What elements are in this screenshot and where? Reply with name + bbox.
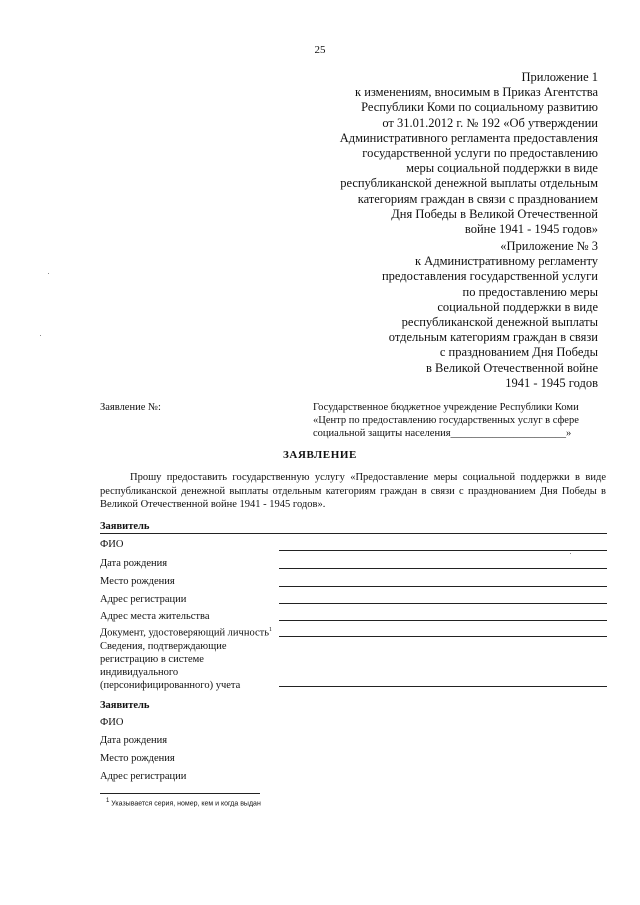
- residence-address-label: Адрес места жительства: [100, 611, 210, 622]
- annex-1-line: от 31.01.2012 г. № 192 «Об утверждении: [382, 115, 598, 130]
- section-divider: [100, 533, 607, 534]
- birth-place-label: Место рождения: [100, 753, 175, 764]
- pension-info-label: [100, 640, 240, 692]
- birth-date-label: Дата рождения: [100, 735, 168, 746]
- fio-label: ФИО: [100, 539, 124, 550]
- page-number: 25: [314, 44, 326, 56]
- footnote-ref: 1: [269, 627, 272, 633]
- id-document-label: [100, 627, 272, 639]
- annex-1-line: Административного регламента предоставления: [339, 130, 598, 145]
- annex-3-line: республиканской денежной выплаты: [401, 315, 598, 330]
- birth-place-label: Место рождения: [100, 576, 175, 587]
- fio-label: ФИО: [100, 717, 124, 728]
- footnote-text: Указывается серия, номер, кем и когда выдан: [109, 800, 261, 808]
- footnote-divider: [100, 793, 260, 794]
- annex-3-line: в Великой Отечественной войне: [425, 360, 598, 375]
- annex-1-line: республиканской денежной выплаты отдельным: [340, 176, 598, 191]
- id-document-label-text: Документ, удостоверяющий личность: [100, 627, 269, 639]
- document-heading: ЗАЯВЛЕНИЕ: [283, 449, 357, 461]
- pension-info-line: индивидуального: [100, 667, 179, 678]
- pension-info-line: Сведения, подтверждающие: [100, 641, 227, 652]
- annex-1-line: Республики Коми по социальному развитию: [361, 100, 598, 115]
- annex-1-line: категориям граждан в связи с празднованием: [357, 191, 598, 206]
- reg-address-label: Адрес регистрации: [100, 594, 187, 605]
- annex-3-line: с празднованием Дня Победы: [439, 345, 598, 360]
- application-body-text: Прошу предоставить государственную услугу «Предоставление меры социальной поддержки в виде республиканской денежной выплаты отдельным категориям граждан в связи с празднованием Дня Победы в Великой Отечественной войне 1941 - 1945 годов».: [100, 472, 606, 510]
- annex-3-line: социальной поддержки в виде: [437, 299, 598, 314]
- annex-1-line: государственной услуги по предоставлению: [362, 146, 598, 161]
- applicant-section-title: Заявитель: [100, 521, 150, 532]
- scan-speck: [48, 273, 49, 274]
- institution-line: Государственное бюджетное учреждение Республики Коми: [313, 402, 579, 413]
- annex-3-line: отдельным категориям граждан в связи: [388, 330, 598, 345]
- residence-address-field[interactable]: [279, 620, 607, 621]
- annex-1-header: [340, 70, 598, 237]
- institution-line: социальной защиты населения______________________»: [313, 428, 572, 439]
- annex-3-line: по предоставлению меры: [462, 284, 598, 299]
- institution-line: «Центр по предоставлению государственных услуг в сфере: [313, 415, 579, 426]
- pension-info-line: (персонифицированного) учета: [100, 680, 241, 691]
- pension-info-line: регистрацию в системе: [100, 654, 204, 665]
- reg-address-field[interactable]: [279, 603, 607, 604]
- fio-field[interactable]: [279, 550, 607, 551]
- footnote: [106, 798, 261, 807]
- pension-info-field[interactable]: [279, 686, 607, 687]
- applicant-section-title: Заявитель: [100, 700, 150, 711]
- footnote-mark: 1: [106, 798, 110, 804]
- birth-date-label: Дата рождения: [100, 558, 168, 569]
- scan-speck: [570, 553, 571, 554]
- institution-block: [313, 401, 579, 440]
- id-document-field[interactable]: [279, 636, 607, 637]
- annex-1-line: к изменениям, вносимым в Приказ Агентства: [355, 85, 598, 100]
- annex-3-line: предоставления государственной услуги: [381, 269, 598, 284]
- annex-3-header: [382, 239, 598, 391]
- birth-date-field[interactable]: [279, 568, 607, 569]
- annex-3-line: «Приложение № 3: [500, 239, 598, 253]
- application-number-label: Заявление №:: [100, 402, 161, 413]
- birth-place-field[interactable]: [279, 586, 607, 587]
- annex-1-line: Приложение 1: [521, 70, 598, 84]
- reg-address-label: Адрес регистрации: [100, 771, 187, 782]
- annex-1-line: войне 1941 - 1945 годов»: [464, 222, 598, 237]
- annex-3-line: 1941 - 1945 годов: [505, 375, 598, 390]
- annex-1-line: Дня Победы в Великой Отечественной: [391, 206, 598, 221]
- scan-speck: [40, 335, 41, 336]
- annex-1-line: меры социальной поддержки в виде: [406, 161, 598, 176]
- annex-3-line: к Административному регламенту: [414, 254, 598, 269]
